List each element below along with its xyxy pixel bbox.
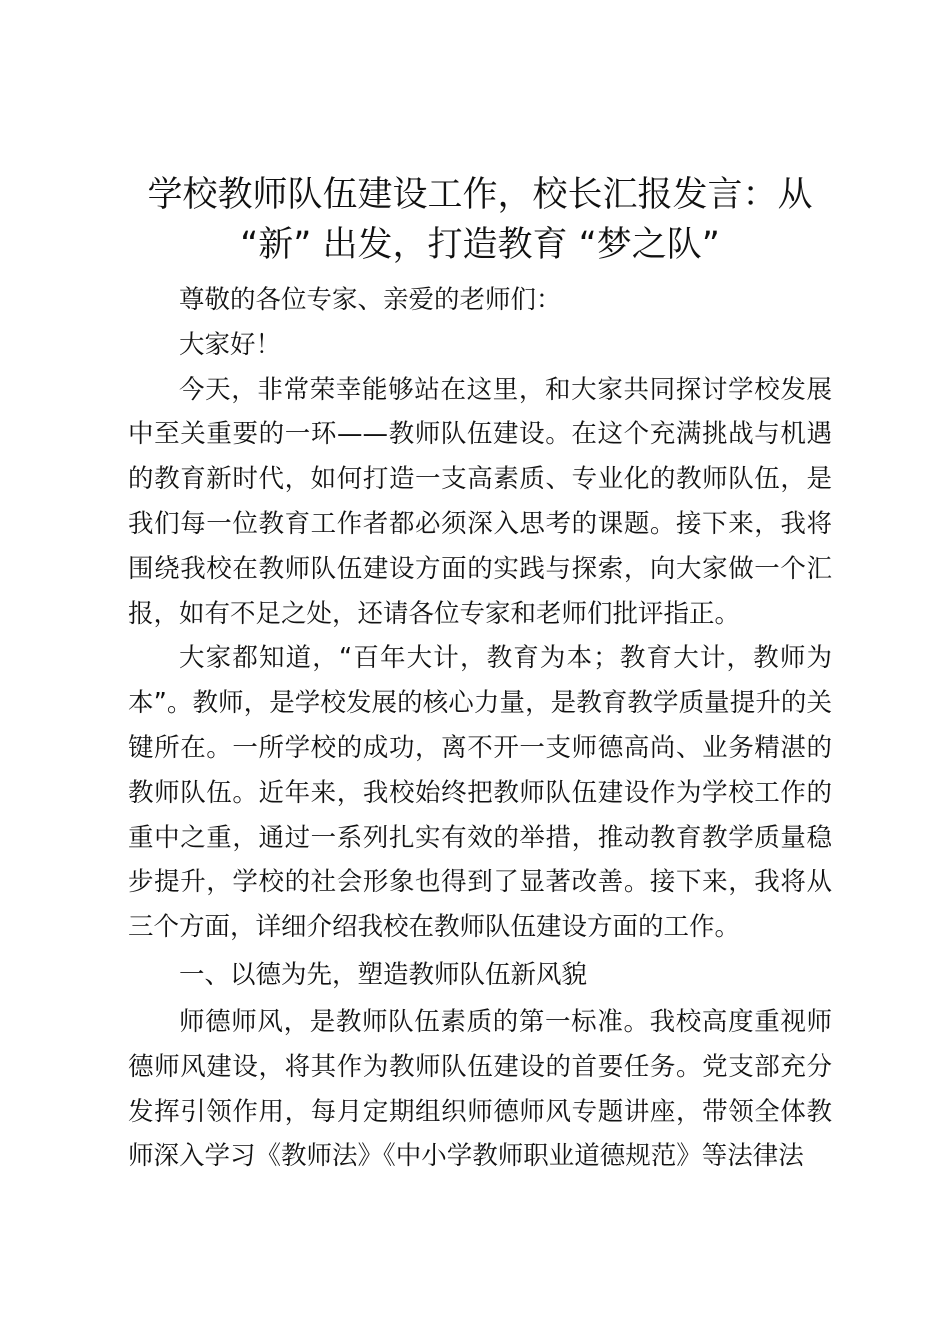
- section-heading-1: 一、以德为先，塑造教师队伍新风貌: [179, 959, 588, 990]
- document-title: 学校教师队伍建设工作，校长汇报发言：从 “新” 出发，打造教育 “梦之队”: [147, 175, 813, 265]
- document-body: [128, 278, 832, 1179]
- paragraph-intro: 今天，非常荣幸能够站在这里，和大家共同探讨学校发展中至关重要的一环——教师队伍建设。在这个充满挑战与机遇的教育新时代，如何打造一支高素质、专业化的教师队伍，是我们每一位教育工作者都必须深入思考的课题。接下来，我将围绕我校在教师队伍建设方面的实践与探索，向大家做一个汇报，如有不足之处，还请各位专家和老师们批评指正。: [128, 374, 832, 629]
- paragraph-importance: 大家都知道，“百年大计，教育为本；教育大计，教师为本”。教师，是学校发展的核心力量，是教育教学质量提升的关键所在。一所学校的成功，离不开一支师德高尚、业务精湛的教师队伍。近年来，我校始终把教师队伍建设作为学校工作的重中之重，通过一系列扎实有效的举措，推动教育教学质量稳步提升，学校的社会形象也得到了显著改善。接下来，我将从三个方面，详细介绍我校在教师队伍建设方面的工作。: [128, 643, 832, 943]
- salutation: 尊敬的各位专家、亲爱的老师们：: [179, 285, 562, 315]
- paragraph-ethics: 师德师风，是教师队伍素质的第一标准。我校高度重视师德师风建设，将其作为教师队伍建设的首要任务。党支部充分发挥引领作用，每月定期组织师德师风专题讲座，带领全体教师深入学习《教师法》《中小学教师职业道德规范》等法律法: [128, 1006, 832, 1172]
- greeting: 大家好！: [179, 329, 282, 360]
